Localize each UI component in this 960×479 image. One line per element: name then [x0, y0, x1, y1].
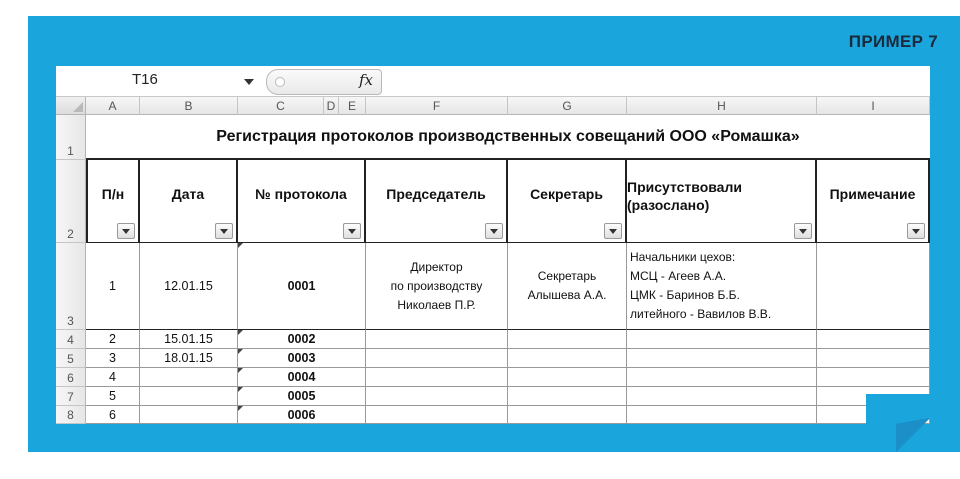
cell-note[interactable] — [817, 368, 930, 387]
formula-buttons — [266, 69, 382, 95]
present-line: литейного - Вавилов В.В. — [630, 307, 772, 321]
filter-dropdown-icon[interactable] — [343, 223, 361, 239]
formula-toggle-icon[interactable] — [275, 77, 285, 87]
cell-secretary[interactable] — [508, 330, 627, 349]
header-present-label: Присутствовали — [627, 179, 742, 195]
filter-dropdown-icon[interactable] — [485, 223, 503, 239]
cell-present[interactable] — [627, 330, 817, 349]
present-line: ЦМК - Баринов Б.Б. — [630, 288, 740, 302]
cell-present[interactable] — [627, 368, 817, 387]
cell-protocol[interactable]: 0001 — [238, 243, 366, 330]
cell-num[interactable]: 1 — [86, 243, 140, 330]
row-number: 8 — [67, 408, 74, 422]
header-note-label: Примечание — [829, 186, 916, 202]
chair-line: Николаев П.Р. — [397, 297, 476, 312]
column-header-d[interactable]: D — [324, 97, 339, 115]
cell-date[interactable]: 18.01.15 — [140, 349, 238, 368]
filter-dropdown-icon[interactable] — [117, 223, 135, 239]
column-header-g[interactable]: G — [508, 97, 627, 115]
select-all-corner[interactable] — [56, 97, 86, 115]
filter-dropdown-icon[interactable] — [215, 223, 233, 239]
filter-dropdown-icon[interactable] — [794, 223, 812, 239]
cell-num[interactable]: 6 — [86, 406, 140, 424]
cell-date[interactable] — [140, 406, 238, 424]
row-number: 4 — [67, 333, 74, 347]
column-header-f[interactable]: F — [366, 97, 508, 115]
cell-chair[interactable] — [366, 368, 508, 387]
filter-dropdown-icon[interactable] — [907, 223, 925, 239]
column-header-c[interactable]: C — [238, 97, 324, 115]
row-header-8[interactable] — [56, 406, 86, 424]
header-secretary[interactable] — [508, 160, 627, 243]
column-header-b[interactable]: B — [140, 97, 238, 115]
cell-date[interactable] — [140, 387, 238, 406]
secretary-line: Алышева А.А. — [527, 288, 607, 302]
table-title[interactable]: Регистрация протоколов производственных совещаний ООО «Ромашка» — [86, 115, 930, 160]
header-secretary-label: Секретарь — [530, 186, 603, 202]
cell-chair[interactable] — [366, 243, 508, 330]
cell-present[interactable] — [627, 349, 817, 368]
cell-protocol[interactable]: 0006 — [238, 406, 366, 424]
present-line: Начальники цехов: — [630, 250, 736, 264]
header-note[interactable] — [817, 160, 930, 243]
cell-present[interactable] — [627, 243, 817, 330]
spreadsheet — [56, 66, 930, 424]
cell-secretary[interactable] — [508, 368, 627, 387]
header-num-label: П/н — [101, 186, 125, 202]
column-header-h[interactable]: H — [627, 97, 817, 115]
header-num[interactable] — [86, 160, 140, 243]
chair-line: по производству — [390, 278, 483, 293]
row-number: 1 — [67, 144, 74, 158]
header-protocol[interactable] — [238, 160, 366, 243]
cell-date[interactable]: 15.01.15 — [140, 330, 238, 349]
cell-secretary[interactable] — [508, 243, 627, 330]
cell-num[interactable]: 3 — [86, 349, 140, 368]
row-header-1[interactable] — [56, 115, 86, 160]
cell-secretary[interactable] — [508, 406, 627, 424]
insert-function-icon[interactable]: fx — [359, 71, 374, 89]
row-header-2[interactable] — [56, 160, 86, 243]
cell-present[interactable] — [627, 387, 817, 406]
page-curl-icon — [866, 394, 930, 452]
header-present-sublabel: (разослано) — [627, 197, 710, 213]
cell-num[interactable]: 2 — [86, 330, 140, 349]
cell-protocol[interactable]: 0002 — [238, 330, 366, 349]
cell-chair[interactable] — [366, 349, 508, 368]
row-number: 7 — [67, 390, 74, 404]
cell-chair[interactable] — [366, 330, 508, 349]
cell-chair[interactable] — [366, 406, 508, 424]
cell-secretary[interactable] — [508, 387, 627, 406]
formula-input[interactable] — [386, 69, 930, 93]
cell-protocol[interactable]: 0005 — [238, 387, 366, 406]
name-box-dropdown-icon[interactable] — [244, 79, 254, 85]
cell-protocol[interactable]: 0003 — [238, 349, 366, 368]
column-header-i[interactable]: I — [817, 97, 930, 115]
name-box[interactable] — [56, 68, 266, 94]
column-header-a[interactable]: A — [86, 97, 140, 115]
row-header-4[interactable] — [56, 330, 86, 349]
header-chair-label: Председатель — [386, 186, 486, 202]
name-box-value: T16 — [132, 71, 158, 88]
example-badge: ПРИМЕР 7 — [848, 32, 938, 51]
cell-present[interactable] — [627, 406, 817, 424]
select-all-icon — [73, 102, 83, 112]
cell-note[interactable] — [817, 349, 930, 368]
row-header-3[interactable] — [56, 243, 86, 330]
header-chair[interactable] — [366, 160, 508, 243]
column-header-e[interactable]: E — [339, 97, 366, 115]
cell-grid — [56, 97, 930, 424]
header-protocol-label: № протокола — [255, 186, 347, 202]
row-number: 3 — [67, 314, 74, 328]
header-present[interactable] — [627, 160, 817, 243]
row-header-7[interactable] — [56, 387, 86, 406]
chair-line: Директор — [410, 259, 463, 274]
formula-bar — [56, 66, 930, 97]
cell-num[interactable]: 5 — [86, 387, 140, 406]
row-number: 2 — [67, 227, 74, 241]
secretary-line: Секретарь — [537, 269, 597, 283]
row-number: 5 — [67, 352, 74, 366]
header-date[interactable] — [140, 160, 238, 243]
present-line: МСЦ - Агеев А.А. — [630, 269, 727, 283]
cell-protocol[interactable]: 0004 — [238, 368, 366, 387]
row-header-5[interactable] — [56, 349, 86, 368]
cell-chair[interactable] — [366, 387, 508, 406]
row-number: 6 — [67, 371, 74, 385]
cell-note[interactable] — [817, 243, 930, 330]
row-header-6[interactable] — [56, 368, 86, 387]
header-date-label: Дата — [171, 186, 205, 202]
filter-dropdown-icon[interactable] — [604, 223, 622, 239]
cell-num[interactable]: 4 — [86, 368, 140, 387]
cell-date[interactable]: 12.01.15 — [140, 243, 238, 330]
cell-secretary[interactable] — [508, 349, 627, 368]
cell-date[interactable] — [140, 368, 238, 387]
cell-note[interactable] — [817, 330, 930, 349]
